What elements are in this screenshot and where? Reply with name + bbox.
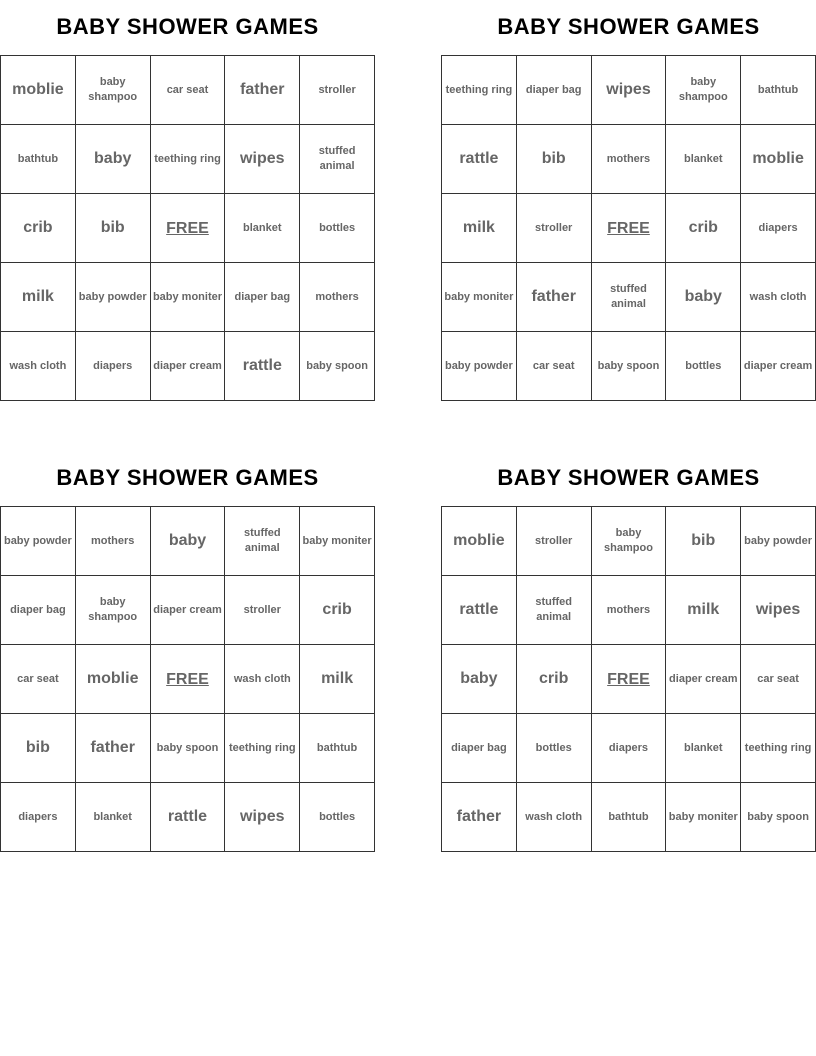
grid-cell: bathtub [1,125,76,194]
grid-cell: wipes [225,783,300,852]
grid-cell: teething ring [741,714,816,783]
free-space-cell: FREE [150,645,225,714]
grid-cell: crib [300,576,375,645]
card-title: BABY SHOWER GAMES [497,465,760,490]
grid-cell: milk [666,576,741,645]
grid-cell: baby moniter [300,507,375,576]
bingo-card-4 [441,461,816,852]
grid-cell: teething ring [225,714,300,783]
grid-cell: stroller [225,576,300,645]
grid-cell: rattle [225,332,300,401]
grid-cell: car seat [1,645,76,714]
grid-cell: blanket [225,194,300,263]
bingo-grid [0,55,375,401]
grid-cell: car seat [741,645,816,714]
card-title: BABY SHOWER GAMES [56,14,319,39]
grid-row [1,332,375,401]
grid-cell: bottles [300,783,375,852]
grid-cell: wipes [225,125,300,194]
grid-row [1,263,375,332]
grid-cell: diaper bag [1,576,76,645]
grid-cell: father [225,56,300,125]
grid-cell: milk [442,194,517,263]
grid-cell: milk [1,263,76,332]
bingo-card-1 [0,10,375,401]
grid-cell: crib [666,194,741,263]
grid-cell: blanket [75,783,150,852]
grid-cell: diapers [741,194,816,263]
grid-cell: baby powder [442,332,517,401]
grid-cell: wash cloth [741,263,816,332]
grid-row [1,194,375,263]
grid-cell: wipes [591,56,666,125]
grid-cell: bib [666,507,741,576]
grid-cell: teething ring [442,56,517,125]
bingo-card-3 [0,461,375,852]
grid-cell: stuffed animal [591,263,666,332]
grid-cell: baby moniter [666,783,741,852]
grid-cell: mothers [300,263,375,332]
grid-cell: bib [516,125,591,194]
grid-row [442,645,816,714]
grid-cell: baby [150,507,225,576]
grid-cell: father [442,783,517,852]
grid-row [1,125,375,194]
grid-cell: blanket [666,714,741,783]
grid-cell: bottles [300,194,375,263]
grid-cell: diaper bag [442,714,517,783]
grid-cell: wash cloth [516,783,591,852]
grid-cell: mothers [591,576,666,645]
grid-cell: diaper bag [225,263,300,332]
grid-cell: baby moniter [150,263,225,332]
grid-cell: bathtub [300,714,375,783]
grid-row [442,783,816,852]
grid-cell: bib [75,194,150,263]
grid-cell: wash cloth [225,645,300,714]
grid-cell: wipes [741,576,816,645]
grid-cell: baby spoon [591,332,666,401]
grid-row [1,714,375,783]
grid-row [442,714,816,783]
grid-row [442,263,816,332]
grid-row [442,332,816,401]
grid-cell: baby powder [75,263,150,332]
grid-cell: stroller [516,507,591,576]
grid-cell: baby spoon [150,714,225,783]
grid-cell: baby [442,645,517,714]
grid-cell: baby shampoo [75,56,150,125]
grid-row [442,125,816,194]
free-space-cell: FREE [150,194,225,263]
grid-row [442,194,816,263]
grid-cell: car seat [516,332,591,401]
grid-cell: rattle [150,783,225,852]
grid-cell: baby spoon [300,332,375,401]
grid-row [1,645,375,714]
grid-cell: moblie [75,645,150,714]
grid-cell: stroller [300,56,375,125]
grid-row [1,576,375,645]
grid-cell: crib [1,194,76,263]
grid-cell: baby powder [741,507,816,576]
grid-row [1,56,375,125]
grid-cell: wash cloth [1,332,76,401]
grid-cell: diaper cream [150,332,225,401]
bingo-grid [441,55,816,401]
card-title: BABY SHOWER GAMES [497,14,760,39]
grid-cell: diapers [591,714,666,783]
grid-cell: teething ring [150,125,225,194]
grid-cell: diaper cream [150,576,225,645]
grid-cell: stuffed animal [225,507,300,576]
grid-cell: baby [666,263,741,332]
grid-cell: diapers [1,783,76,852]
bingo-grid [0,506,375,852]
grid-cell: diaper cream [666,645,741,714]
grid-cell: stuffed animal [300,125,375,194]
bingo-card-2 [441,10,816,401]
grid-cell: diaper bag [516,56,591,125]
free-space-cell: FREE [591,194,666,263]
grid-cell: diapers [75,332,150,401]
grid-cell: crib [516,645,591,714]
grid-row [442,576,816,645]
grid-cell: bathtub [591,783,666,852]
grid-cell: baby [75,125,150,194]
grid-cell: moblie [442,507,517,576]
grid-cell: mothers [591,125,666,194]
grid-cell: bib [1,714,76,783]
grid-row [442,507,816,576]
grid-cell: bathtub [741,56,816,125]
grid-cell: bottles [516,714,591,783]
grid-cell: moblie [741,125,816,194]
grid-cell: baby shampoo [75,576,150,645]
grid-cell: stroller [516,194,591,263]
grid-cell: father [75,714,150,783]
grid-cell: stuffed animal [516,576,591,645]
grid-cell: father [516,263,591,332]
grid-row [1,507,375,576]
grid-cell: blanket [666,125,741,194]
grid-cell: rattle [442,125,517,194]
grid-cell: rattle [442,576,517,645]
grid-cell: milk [300,645,375,714]
grid-cell: bottles [666,332,741,401]
grid-cell: baby powder [1,507,76,576]
grid-cell: diaper cream [741,332,816,401]
grid-cell: baby shampoo [666,56,741,125]
grid-cell: car seat [150,56,225,125]
grid-cell: baby spoon [741,783,816,852]
grid-cell: mothers [75,507,150,576]
grid-row [1,783,375,852]
card-title: BABY SHOWER GAMES [56,465,319,490]
bingo-grid [441,506,816,852]
grid-cell: moblie [1,56,76,125]
grid-row [442,56,816,125]
free-space-cell: FREE [591,645,666,714]
grid-cell: baby shampoo [591,507,666,576]
grid-cell: baby moniter [442,263,517,332]
